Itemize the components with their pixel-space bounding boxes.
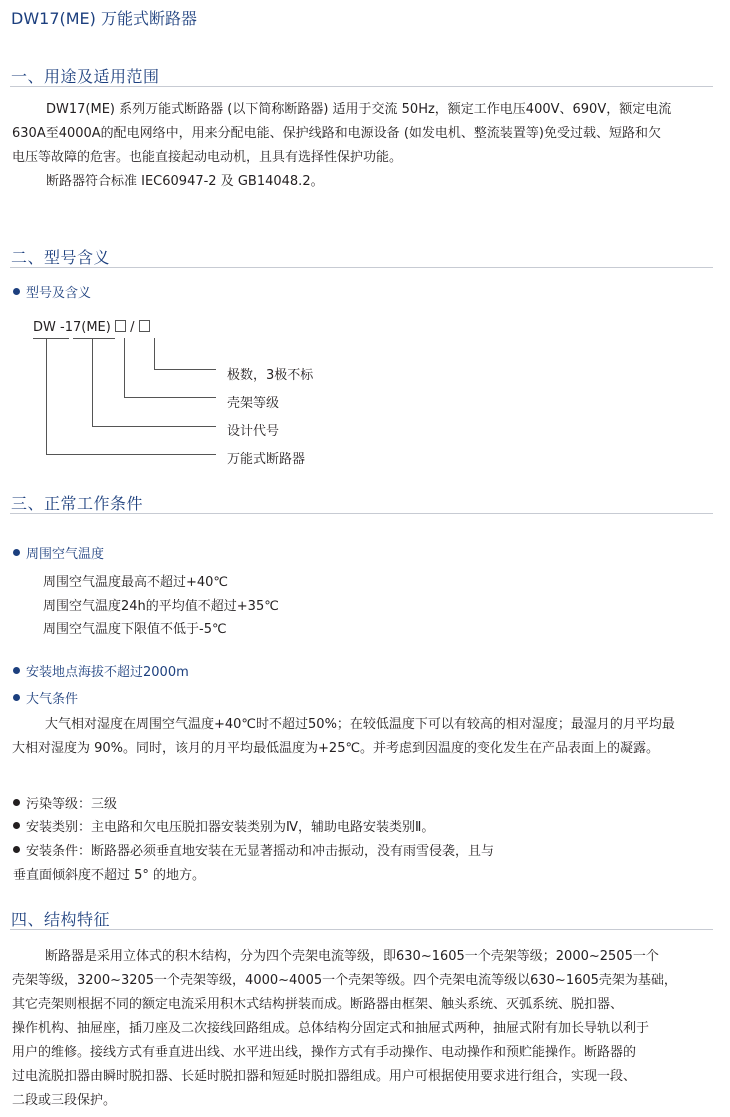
document-title: DW17(ME) 万能式断路器	[11, 9, 197, 28]
section-title-usage: 一、用途及适用范围	[11, 67, 160, 86]
model-slash: /	[130, 320, 135, 335]
model-prefix: DW	[33, 320, 56, 335]
installation-category: 安装类别：主电路和欠电压脱扣器安装类别为Ⅳ，辅助电路安装类别Ⅱ。	[13, 816, 434, 835]
frame-grade-box	[115, 320, 126, 332]
installation-condition: 安装条件：断路器必须垂直地安装在无显著摇动和冲击振动，没有雨雪侵袭，且与	[13, 840, 494, 859]
label-frame-grade: 壳架等级	[227, 396, 280, 411]
subheading-ambient-temp: 周围空气温度	[13, 543, 104, 562]
bullet-dot	[13, 549, 20, 556]
connector-poles-h	[154, 369, 216, 370]
section-divider	[10, 86, 713, 87]
bullet-dot	[13, 822, 20, 829]
connector-frame-v	[124, 338, 125, 398]
atmosphere-body	[0, 713, 713, 757]
bullet-dot	[13, 694, 20, 701]
bullet-dot	[13, 667, 20, 674]
label-breaker-type: 万能式断路器	[227, 452, 306, 467]
model-code	[33, 320, 150, 335]
subheading-model-meaning: 型号及含义	[13, 282, 91, 301]
connector-type-h	[46, 454, 216, 455]
connector-poles-v	[154, 338, 155, 370]
paragraph-line: 630A至4000A的配电网络中，用来分配电能、保护线路和电源设备 (如发电机、整流装置等)免受过载、短路和欠	[12, 126, 661, 141]
bullet-dot	[13, 846, 20, 853]
section-divider	[10, 513, 713, 514]
section-divider	[10, 267, 713, 268]
paragraph-line: 壳架等级，3200~3205一个壳架等级，4000~4005一个壳架等级。四个壳架电流等级以630~1605壳架为基础，	[12, 973, 677, 988]
connector-design-h	[92, 426, 216, 427]
label-design-code: 设计代号	[227, 424, 280, 439]
model-dash: -	[60, 320, 65, 335]
subheading-atmosphere: 大气条件	[13, 688, 78, 707]
section-title-model: 二、型号含义	[11, 248, 111, 267]
subheading-altitude: 安装地点海拔不超过2000m	[13, 661, 189, 680]
installation-condition-cont: 垂直面倾斜度不超过 5° 的地方。	[13, 868, 206, 883]
paragraph-line: 过电流脱扣器由瞬时脱扣器、长延时脱扣器和短延时脱扣器组成。用户可根据使用要求进行组合，实现一段、	[12, 1069, 637, 1084]
paragraph-line: 二段或三段保护。	[12, 1093, 117, 1108]
label-poles: 极数，3极不标	[227, 368, 314, 383]
bullet-dot	[13, 799, 20, 806]
paragraph-line: 用户的维修。接线方式有垂直进出线、水平进出线，操作方式有手动操作、电动操作和预贮能操作。断路器的	[12, 1045, 637, 1060]
standards-line: 断路器符合标准 IEC60947-2 及 GB14048.2。	[46, 174, 324, 189]
model-number: 17(ME)	[64, 320, 111, 335]
paragraph-line: 断路器是采用立体式的积木结构，分为四个壳架电流等级，即630~1605一个壳架等级；2000~2505一个	[45, 949, 659, 964]
section-usage-body	[0, 98, 713, 178]
temp-24h-average: 周围空气温度24h的平均值不超过+35℃	[43, 599, 279, 614]
paragraph-line: 其它壳架则根据不同的额定电流采用积木式结构拼装而成。断路器由框架、触头系统、灭弧系统、脱扣器、	[12, 997, 624, 1012]
paragraph-line: 电压等故障的危害。也能直接起动电动机，且具有选择性保护功能。	[12, 150, 403, 165]
paragraph-line: 大相对湿度为 90%。同时，该月的月平均最低温度为+25℃。并考虑到因温度的变化发生在产品表面上的凝露。	[12, 741, 660, 756]
connector-type-v	[46, 338, 47, 455]
section-title-structure: 四、结构特征	[11, 910, 111, 929]
section-title-conditions: 三、正常工作条件	[11, 494, 144, 513]
paragraph-line: 操作机构、抽屉座，插刀座及二次接线回路组成。总体结构分固定式和抽屉式两种，抽屉式附有加长导轨以利于	[12, 1021, 650, 1036]
connector-design-v	[92, 338, 93, 427]
bullet-dot	[13, 288, 20, 295]
temp-max: 周围空气温度最高不超过+40℃	[43, 575, 229, 590]
section-divider	[10, 929, 713, 930]
connector-frame-h	[124, 397, 216, 398]
temp-min: 周围空气温度下限值不低于-5℃	[43, 622, 227, 637]
paragraph-line: 大气相对湿度在周围空气温度+40℃时不超过50%；在较低温度下可以有较高的相对湿度；最湿月的月平均最	[45, 717, 675, 732]
underline-dw	[33, 338, 69, 339]
underline-17me	[73, 338, 115, 339]
pollution-grade: 污染等级：三级	[13, 793, 117, 812]
poles-box	[139, 320, 150, 332]
paragraph-line: DW17(ME) 系列万能式断路器 (以下简称断路器) 适用于交流 50Hz，额定工作电压400V、690V，额定电流	[46, 102, 672, 117]
section-structure-body	[0, 945, 713, 1115]
